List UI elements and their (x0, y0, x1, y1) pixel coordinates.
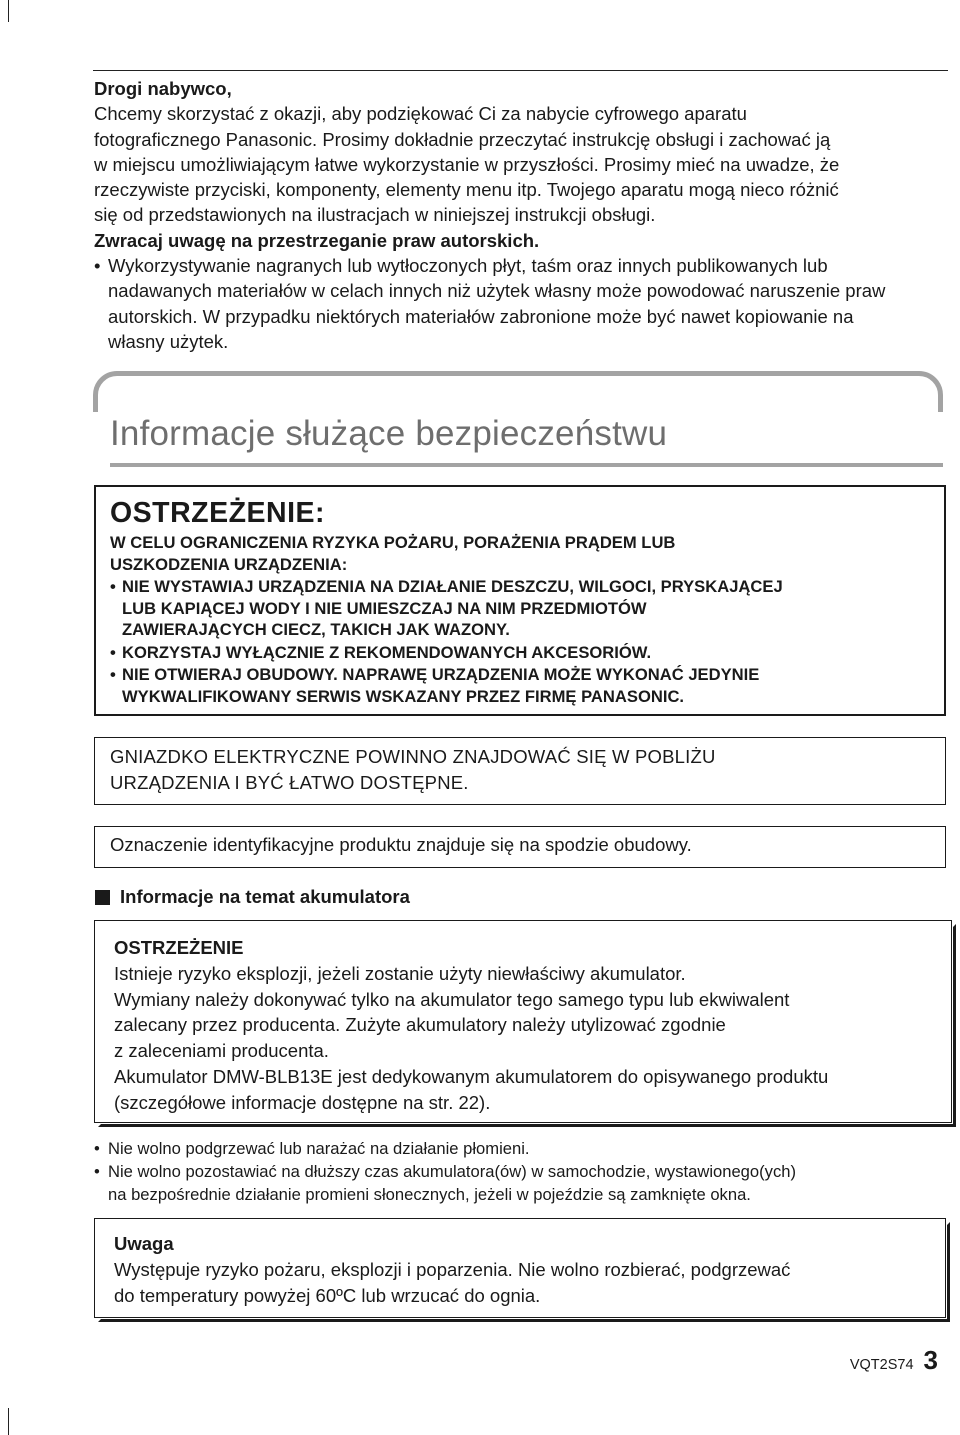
section-banner-underline (110, 463, 943, 467)
warning-list (110, 576, 940, 707)
warning-item (110, 576, 940, 641)
battery-heading-text: Informacje na temat akumulatora (120, 886, 410, 907)
caution-content (114, 1231, 934, 1308)
warning-item-line: LUB KAPIĄCEJ WODY I NIE UMIESZCZAJ NA NIM PRZEDMIOTÓW (122, 598, 647, 618)
intro-section (94, 76, 954, 354)
warning-item-line: KORZYSTAJ WYŁĄCZNIE Z REKOMENDOWANYCH AKCESORIÓW. (122, 642, 652, 662)
copyright-line: nadawanych materiałów w celach innych niż użytek własny może powodować naruszenie praw (108, 280, 886, 302)
section-title: Informacje służące bezpieczeństwu (110, 414, 668, 453)
crop-mark-bottom-left (8, 1408, 9, 1435)
battery-warning-content (114, 935, 934, 1116)
socket-notice-line: GNIAZDKO ELEKTRYCZNE POWINNO ZNAJDOWAĆ SIĘ W POBLIŻU (110, 746, 716, 767)
battery-warning-line: zalecany przez producenta. Zużyte akumulatory należy utylizować zgodnie (114, 1014, 726, 1036)
note-line: Nie wolno podgrzewać lub narażać na działanie płomieni. (108, 1139, 530, 1158)
battery-warning-title: OSTRZEŻENIE (114, 937, 244, 958)
socket-notice-line: URZĄDZENIA I BYĆ ŁATWO DOSTĘPNE. (110, 772, 469, 793)
caution-title: Uwaga (114, 1233, 174, 1254)
copyright-heading: Zwracaj uwagę na przestrzeganie praw autorskich. (94, 229, 540, 251)
crop-mark-top-left (8, 0, 9, 22)
battery-heading (95, 886, 410, 908)
copyright-line: autorskich. W przypadku niektórych materiałów zabronione może być nawet kopiowanie na (108, 305, 854, 327)
note-item (94, 1137, 954, 1160)
caution-line: Występuje ryzyko pożaru, eksplozji i poparzenia. Nie wolno rozbierać, podgrzewać (114, 1258, 791, 1280)
copyright-line: własny użytek. (108, 330, 229, 352)
bullet-icon: • (94, 255, 101, 277)
intro-line: rzeczywiste przyciski, komponenty, elementy menu itp. Twojego aparatu mogą nieco różnić (94, 179, 839, 201)
warning-text (110, 532, 940, 707)
note-item (94, 1160, 954, 1206)
caution-line: do temperatury powyżej 60ºC lub wrzucać do ognia. (114, 1284, 541, 1306)
page-footer (850, 1345, 938, 1376)
bullet-icon: • (110, 665, 116, 684)
intro-line: w miejscu umożliwiającym łatwe wykorzystanie w przyszłości. Prosimy mieć na uwadze, że (94, 153, 840, 175)
bullet-icon: • (110, 642, 116, 662)
square-bullet-icon (95, 890, 110, 905)
battery-warning-line: Istnieje ryzyko eksplozji, jeżeli zostanie użyty niewłaściwy akumulator. (114, 962, 686, 984)
warning-item-line: WYKWALIFIKOWANY SERWIS WSKAZANY PRZEZ FIRMĘ PANASONIC. (122, 686, 685, 706)
note-line: na bezpośrednie działanie promieni słonecznych, jeżeli w pojeździe są zamknięte okna. (108, 1185, 751, 1204)
note-line: Nie wolno pozostawiać na dłuższy czas akumulatora(ów) w samochodzie, wystawionego(ych) (108, 1162, 797, 1181)
warning-lead-line: USZKODZENIA URZĄDZENIA: (110, 554, 348, 574)
page-number: 3 (923, 1345, 938, 1375)
warning-item (110, 642, 940, 664)
intro-line: fotograficznego Panasonic. Prosimy dokładnie przeczytać instrukcję obsługi i zachować ją (94, 128, 831, 150)
warning-title: OSTRZEŻENIE: (110, 497, 326, 529)
battery-warning-line: z zaleceniami producenta. (114, 1040, 329, 1062)
copyright-line: Wykorzystywanie nagranych lub wytłoczonych płyt, taśm oraz innych publikowanych lub (108, 255, 828, 277)
battery-warning-line: Wymiany należy dokonywać tylko na akumulator tego samego typu lub ekwiwalent (114, 988, 790, 1010)
battery-notes (94, 1137, 954, 1206)
copyright-bullet (94, 253, 954, 354)
doc-code: VQT2S74 (849, 1357, 914, 1373)
battery-warning-line: (szczegółowe informacje dostępne na str. 22). (114, 1091, 491, 1113)
bullet-icon: • (94, 1162, 100, 1181)
greeting: Drogi nabywco, (94, 78, 232, 99)
intro-line: Chcemy skorzystać z okazji, aby podziękować Ci za nabycie cyfrowego aparatu (94, 103, 747, 125)
intro-line: się od przedstawionych na ilustracjach w niniejszej instrukcji obsługi. (94, 204, 656, 226)
warning-item-line: NIE OTWIERAJ OBUDOWY. NAPRAWĘ URZĄDZENIA MOŻE WYKONAĆ JEDYNIE (122, 665, 760, 684)
warning-lead-line: W CELU OGRANICZENIA RYZYKA POŻARU, PORAŻENIA PRĄDEM LUB (110, 533, 676, 552)
bullet-icon: • (94, 1139, 100, 1158)
top-rule (93, 70, 948, 71)
warning-item-line: ZAWIERAJĄCYCH CIECZ, TAKICH JAK WAZONY. (122, 620, 510, 639)
warning-item (110, 664, 940, 707)
warning-item-line: NIE WYSTAWIAJ URZĄDZENIA NA DZIAŁANIE DESZCZU, WILGOCI, PRYSKAJĄCEJ (122, 577, 783, 596)
battery-warning-line: Akumulator DMW-BLB13E jest dedykowanym akumulatorem do opisywanego produktu (114, 1065, 829, 1087)
id-notice: Oznaczenie identyfikacyjne produktu znajduje się na spodzie obudowy. (110, 834, 692, 855)
bullet-icon: • (110, 577, 116, 596)
socket-notice (110, 744, 716, 796)
